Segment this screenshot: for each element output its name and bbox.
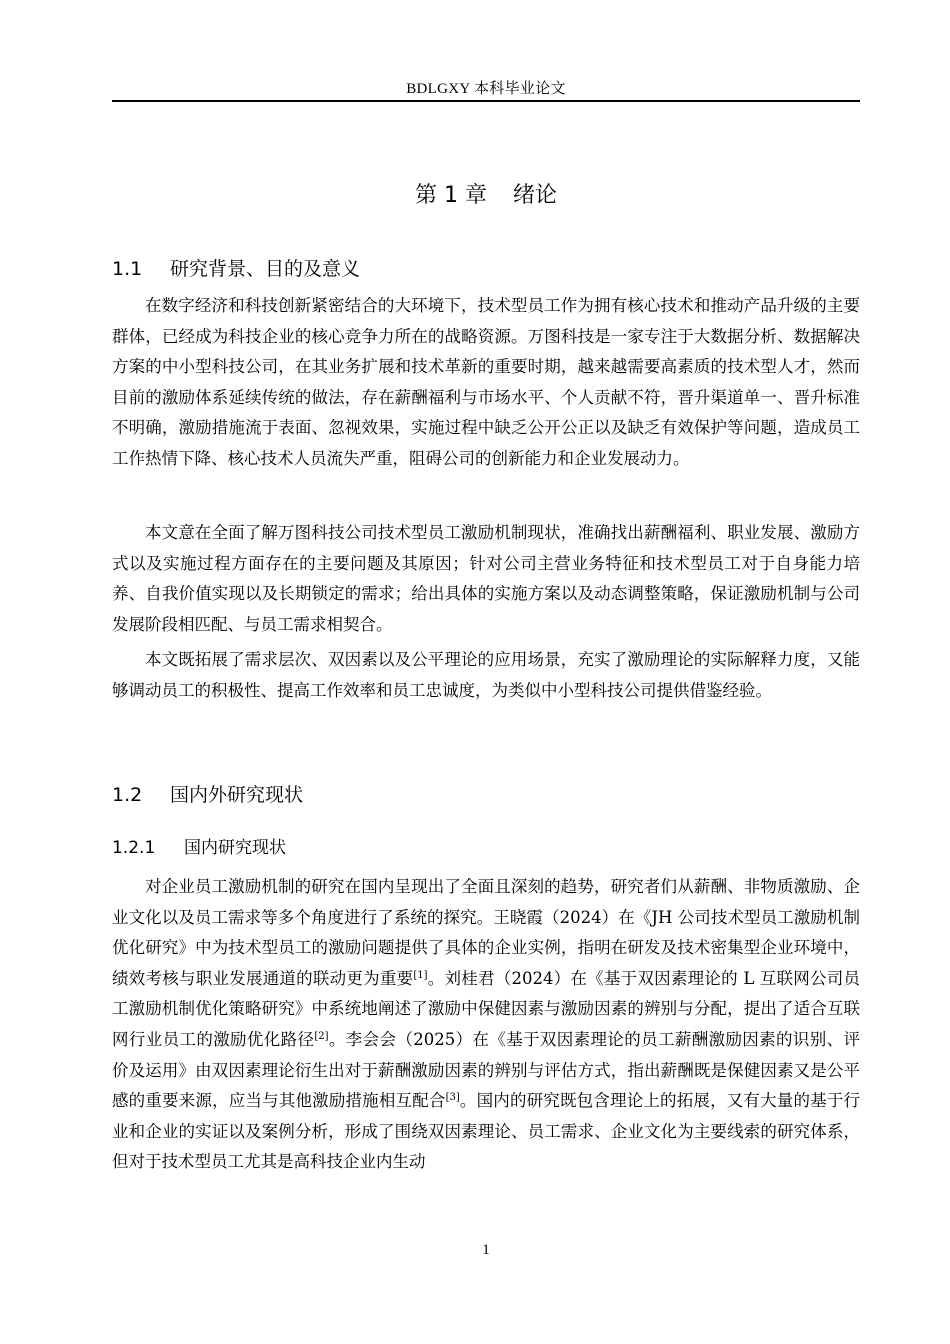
section-title: 国内外研究现状: [170, 784, 304, 806]
subsection-title: 国内研究现状: [184, 838, 286, 858]
chapter-title: [112, 178, 860, 209]
paragraph-purpose: 本文意在全面了解万图科技公司技术型员工激励机制现状，准确找出薪酬福利、职业发展、激励方式以及实施过程方面存在的主要问题及其原因；针对公司主营业务特征和技术型员工对于自身能力培养、自我价值实现以及长期锁定的需求；给出具体的实施方案以及动态调整策略，保证激励机制与公司发展阶段相匹配、与员工需求相契合。: [112, 523, 860, 634]
paragraph-text: 。国内的研究既包含理论上的拓展，又有大量的基于行业和企业的实证以及案例分析，形成了围绕双因素理论、员工需求、企业文化为主要线索的研究体系，但对于技术型员工尤其是高科技企业内生动: [112, 1091, 861, 1172]
paragraph-text: 。李会会（2025）在《基于双因素理论的员工薪酬激励因素的识别、评价及运用》由双因素理论衍生出对于薪酬激励因素的辨别与评估方式，指出薪酬既是保健因素又是公平感的重要来源，应当与其他激励措施相互配合: [112, 1029, 861, 1111]
paragraph-domestic-research: [112, 872, 860, 1178]
paragraph-background: 在数字经济和科技创新紧密结合的大环境下，技术型员工作为拥有核心技术和推动产品升级的主要群体，已经成为科技企业的核心竞争力所在的战略资源。万图科技是一家专注于大数据分析、数据解决方案的中小型科技公司，在其业务扩展和技术革新的重要时期，越来越需要高素质的技术型人才，然而目前的激励体系延续传统的做法，存在薪酬福利与市场水平、个人贡献不符，晋升渠道单一、晋升标准不明确，激励措施流于表面、忽视效果，实施过程中缺乏公开公正以及缺乏有效保护等问题，造成员工工作热情下降、核心技术人员流失严重，阻碍公司的创新能力和企业发展动力。: [112, 296, 860, 468]
subsection-number: 1.2.1: [112, 838, 156, 858]
citation-marker: [1]: [413, 969, 428, 981]
paragraph-text: 。刘桂君（2024）在《基于双因素理论的 L 互联网公司员工激励机制优化策略研究》中系统地阐述了激励中保健因素与激励因素的辨别与分配，提出了适合互联网行业员工的激励优化路径: [112, 968, 860, 1049]
section-number: 1.2: [112, 784, 143, 806]
section-title: 研究背景、目的及意义: [170, 258, 361, 280]
page-number: 1: [482, 1242, 490, 1258]
section-heading-1-2: [112, 780, 303, 807]
citation-marker: [2]: [314, 1030, 329, 1042]
running-header: BDLGXY 本科毕业论文: [406, 81, 566, 97]
header-rule: [112, 100, 860, 102]
chapter-name: 绪论: [512, 183, 557, 208]
section-number: 1.1: [112, 258, 143, 280]
chapter-number: 第 1 章: [415, 183, 487, 208]
paragraph-text: 对企业员工激励机制的研究在国内呈现出了全面且深刻的趋势，研究者们从薪酬、非物质激励、企业文化以及员工需求等多个角度进行了系统的探究。王晓霞（2024）在《JH 公司技术型员工激励机制优化研究》中为技术型员工的激励问题提供了具体的企业实例，指明在研发及技术密集型企业环境中，绩效考核与职业发展通道的联动更为重要: [112, 877, 860, 988]
paragraph-significance: 本文既拓展了需求层次、双因素以及公平理论的应用场景，充实了激励理论的实际解释力度，又能够调动员工的积极性、提高工作效率和员工忠诚度，为类似中小型科技公司提供借鉴经验。: [112, 650, 860, 700]
section-heading-1-1: [112, 254, 360, 281]
subsection-heading-1-2-1: [112, 833, 286, 858]
citation-marker: [3]: [445, 1092, 460, 1104]
